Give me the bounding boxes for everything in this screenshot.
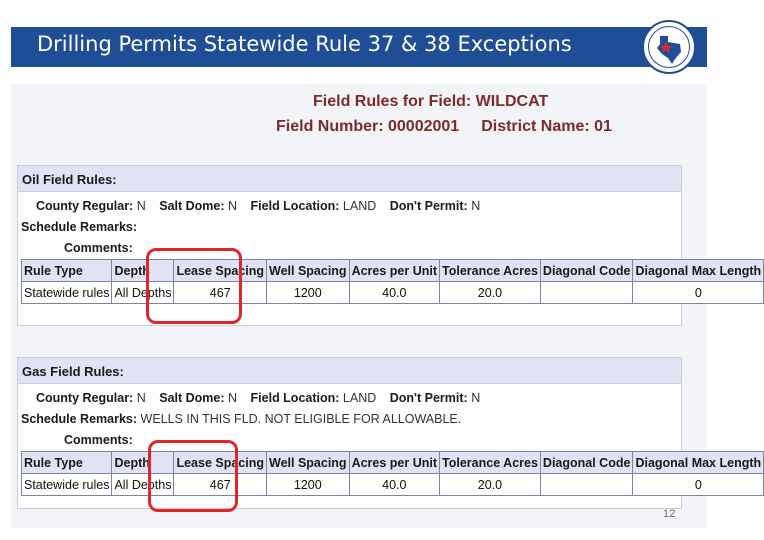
cell-rule-type: Statewide rules [22, 474, 112, 496]
comments-label: Comments: [64, 433, 133, 447]
oil-panel-title: Oil Field Rules: [18, 166, 681, 192]
oil-salt-dome-value: N [228, 199, 238, 213]
col-lease-spacing: Lease Spacing [174, 260, 267, 282]
cell-diagonal-code [540, 474, 633, 496]
field-location-label: Field Location: [250, 199, 340, 213]
oil-county-regular-value: N [136, 199, 146, 213]
oil-rules-table [21, 259, 764, 304]
col-well-spacing: Well Spacing [267, 452, 350, 474]
gas-schedule-remarks-line [18, 409, 681, 430]
oil-field-location-value: LAND [342, 199, 377, 213]
gas-info-line [18, 388, 681, 409]
district-name: District Name: 01 [481, 118, 612, 135]
col-rule-type: Rule Type [22, 452, 112, 474]
agency-seal-icon [642, 20, 696, 74]
slide-title: Drilling Permits Statewide Rule 37 & 38 Exceptions [37, 32, 572, 56]
col-acres-per-unit: Acres per Unit [349, 452, 439, 474]
table-header-row [22, 260, 764, 282]
county-regular-label: County Regular: [36, 199, 134, 213]
field-rules-screenshot [11, 84, 762, 528]
table-row [22, 282, 764, 304]
cell-diagonal-max-length: 0 [633, 474, 764, 496]
county-regular-label: County Regular: [36, 391, 134, 405]
col-acres-per-unit: Acres per Unit [349, 260, 439, 282]
gas-lease-spacing-highlight [148, 440, 238, 512]
gas-comments-line [18, 430, 681, 451]
cell-well-spacing: 1200 [267, 474, 350, 496]
comments-label: Comments: [64, 241, 133, 255]
cell-depth: All Depths [112, 474, 174, 496]
col-diagonal-code: Diagonal Code [540, 260, 633, 282]
dont-permit-label: Don't Permit: [389, 391, 468, 405]
cell-rule-type: Statewide rules [22, 282, 112, 304]
slide-title-bar [11, 27, 707, 67]
oil-dont-permit-value: N [471, 199, 481, 213]
salt-dome-label: Salt Dome: [159, 199, 225, 213]
oil-comments-line [18, 238, 681, 259]
cell-lease-spacing: 467 [174, 282, 267, 304]
schedule-remarks-label: Schedule Remarks: [21, 412, 138, 426]
gas-dont-permit-value: N [471, 391, 481, 405]
salt-dome-label: Salt Dome: [159, 391, 225, 405]
cell-lease-spacing: 467 [174, 474, 267, 496]
field-number: Field Number: 00002001 [276, 118, 460, 135]
col-diagonal-max-length: Diagonal Max Length [633, 452, 764, 474]
field-number-district-line [276, 118, 634, 136]
col-rule-type: Rule Type [22, 260, 112, 282]
col-diagonal-max-length: Diagonal Max Length [633, 260, 764, 282]
oil-field-rules-panel [17, 165, 762, 326]
gas-rules-table [21, 451, 764, 496]
cell-diagonal-max-length: 0 [633, 282, 764, 304]
gas-field-location-value: LAND [342, 391, 377, 405]
table-header-row [22, 452, 764, 474]
gas-panel-title: Gas Field Rules: [18, 358, 681, 384]
field-rules-heading: Field Rules for Field: WILDCAT [313, 93, 549, 110]
cell-diagonal-code [540, 282, 633, 304]
cell-tolerance-acres: 20.0 [440, 282, 541, 304]
page-number: 12 [663, 508, 676, 520]
col-lease-spacing: Lease Spacing [174, 452, 267, 474]
gas-schedule-remarks-value: WELLS IN THIS FLD. NOT ELIGIBLE FOR ALLOWABLE. [140, 412, 462, 426]
table-row [22, 474, 764, 496]
cell-well-spacing: 1200 [267, 282, 350, 304]
col-diagonal-code: Diagonal Code [540, 452, 633, 474]
schedule-remarks-label: Schedule Remarks: [21, 220, 138, 234]
cell-tolerance-acres: 20.0 [440, 474, 541, 496]
dont-permit-label: Don't Permit: [389, 199, 468, 213]
cell-acres-per-unit: 40.0 [349, 474, 439, 496]
oil-schedule-remarks-line [18, 217, 681, 238]
cell-depth: All Depths [112, 282, 174, 304]
texas-shape-icon [644, 22, 694, 72]
col-depth: Depth [112, 452, 174, 474]
gas-field-rules-panel [17, 357, 762, 509]
gas-county-regular-value: N [136, 391, 146, 405]
cell-acres-per-unit: 40.0 [349, 282, 439, 304]
col-depth: Depth [112, 260, 174, 282]
gas-salt-dome-value: N [228, 391, 238, 405]
field-location-label: Field Location: [250, 391, 340, 405]
col-tolerance-acres: Tolerance Acres [440, 260, 541, 282]
oil-lease-spacing-highlight [146, 248, 242, 324]
col-tolerance-acres: Tolerance Acres [440, 452, 541, 474]
oil-info-line [18, 196, 681, 217]
col-well-spacing: Well Spacing [267, 260, 350, 282]
